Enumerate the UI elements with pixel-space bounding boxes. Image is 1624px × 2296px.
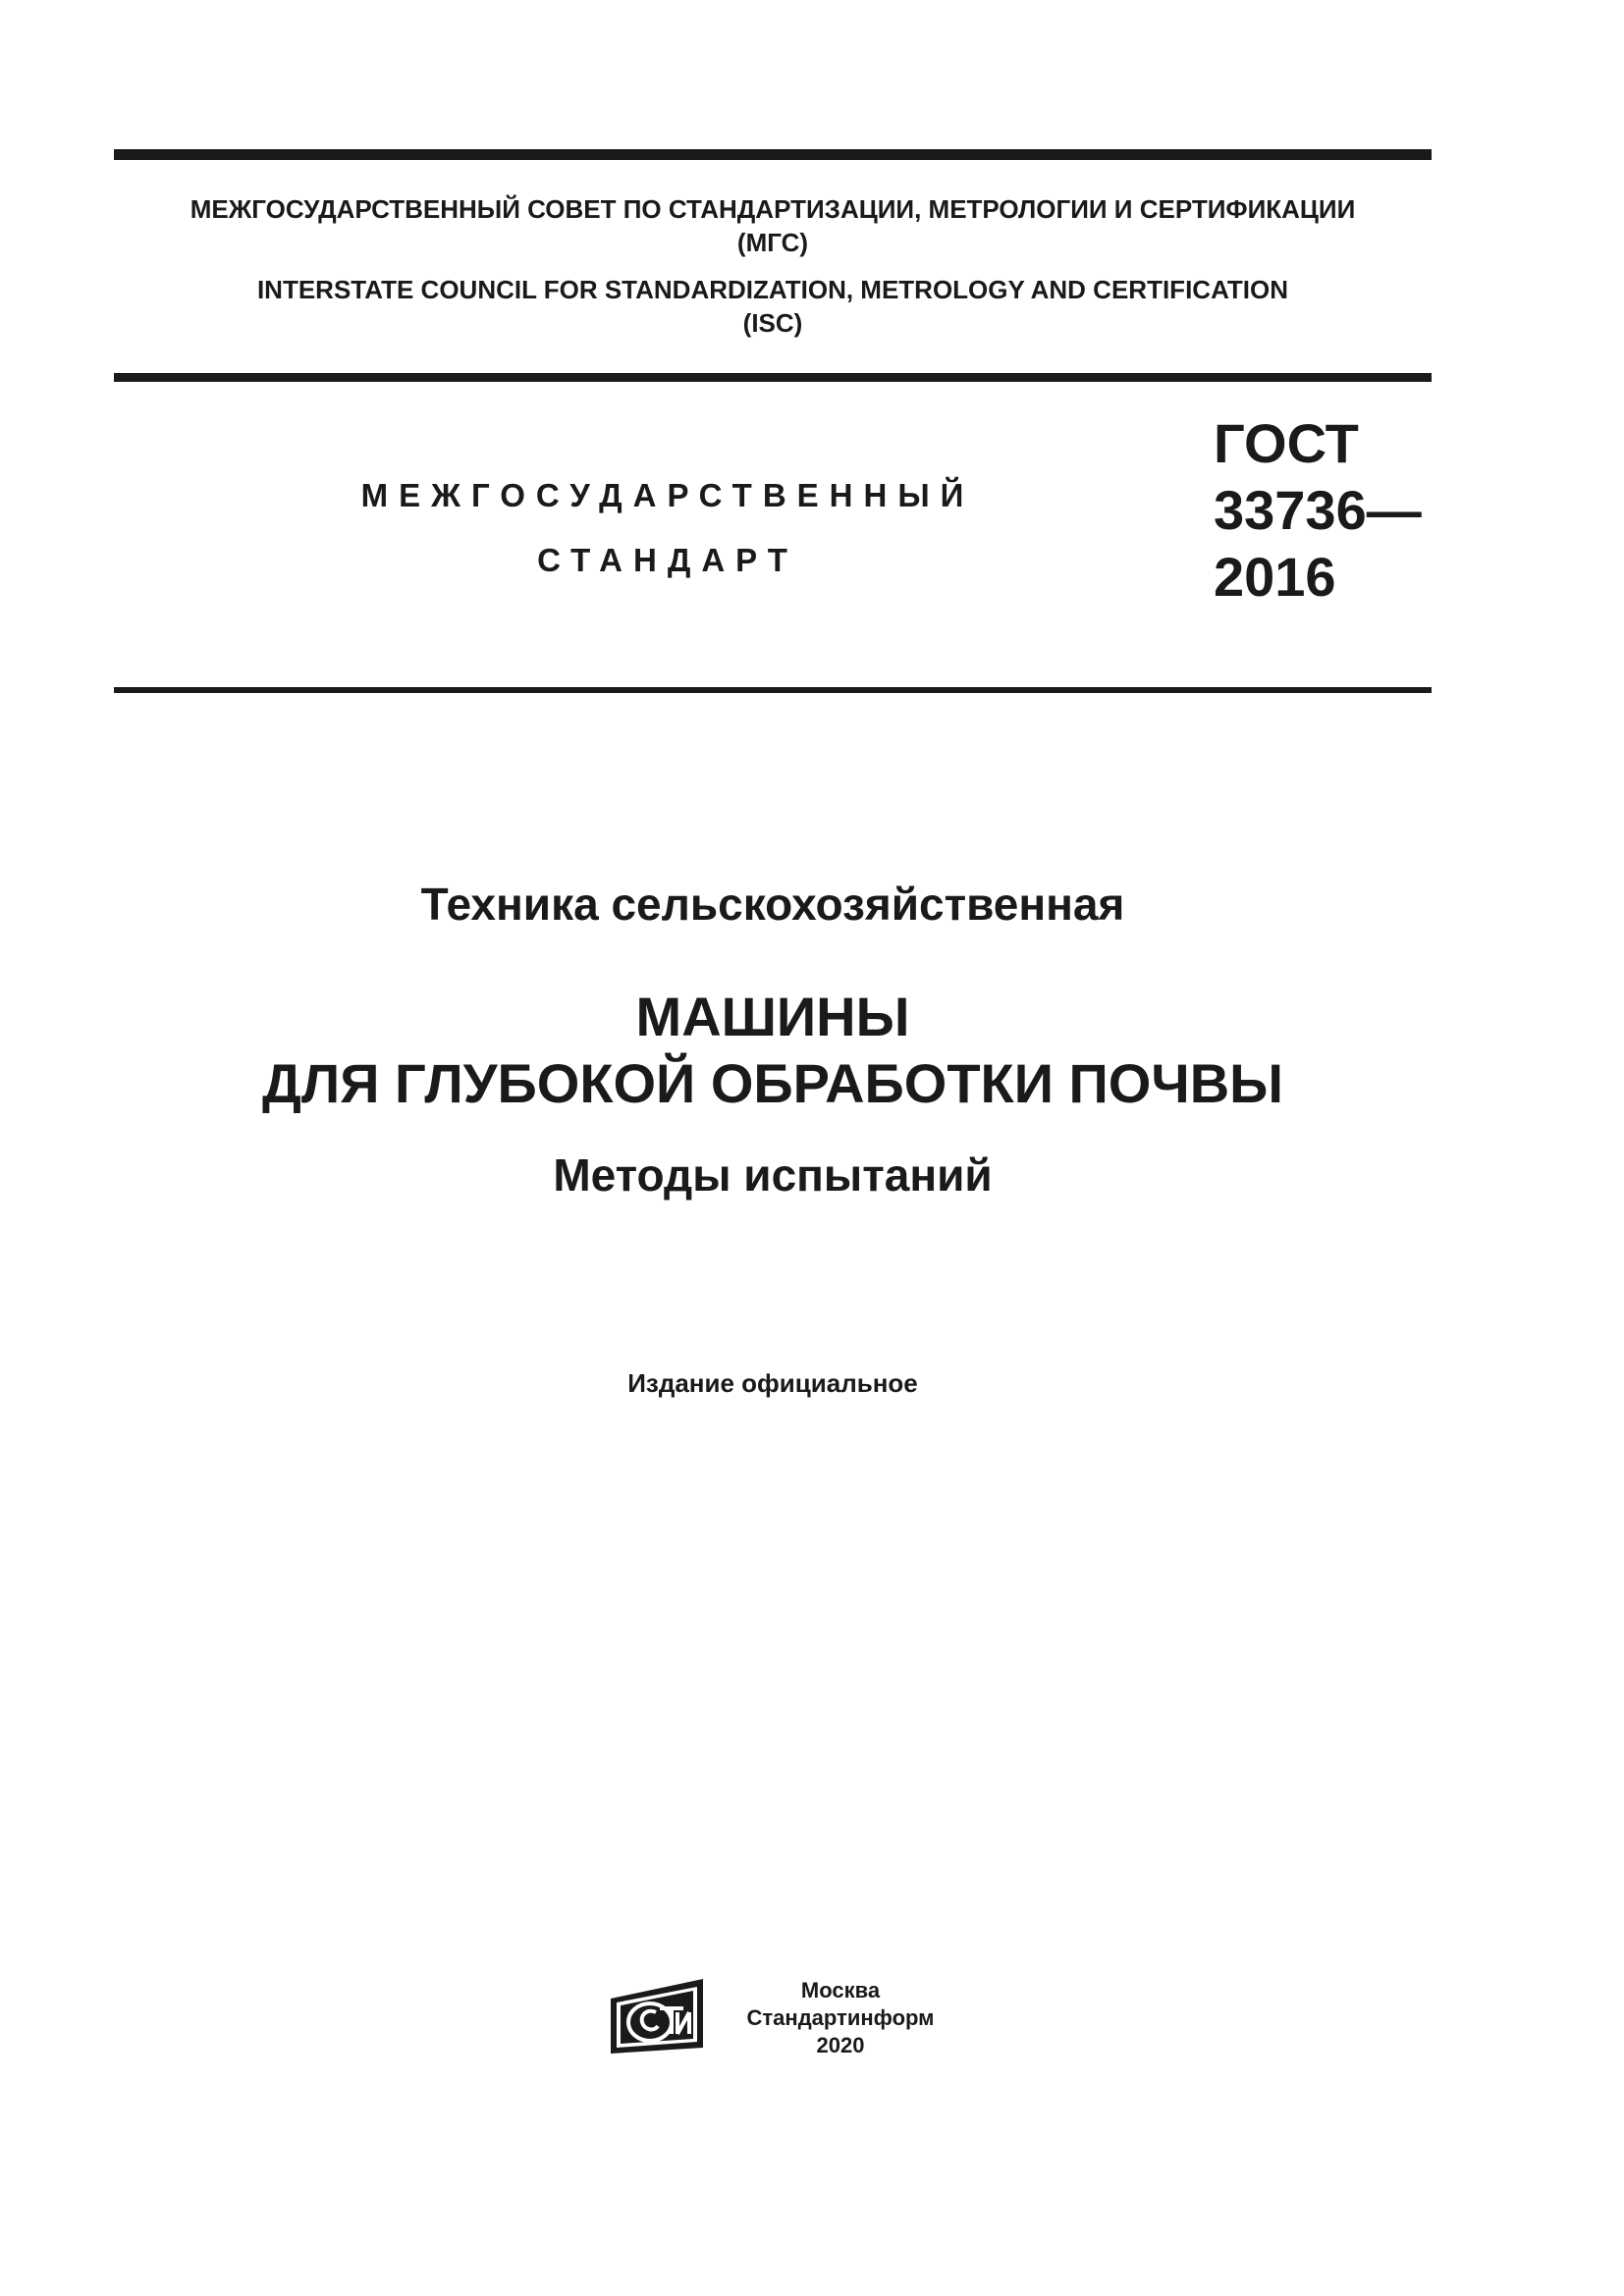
standard-designation [1214, 410, 1422, 611]
document-title-line2: ДЛЯ ГЛУБОКОЙ ОБРАБОТКИ ПОЧВЫ [262, 1052, 1283, 1114]
standard-kind-line2: СТАНДАРТ [537, 542, 798, 578]
standartinform-logo-icon [609, 1977, 709, 2056]
document-title-line1: МАШИНЫ [635, 986, 910, 1047]
council-bottom-rule [114, 373, 1432, 382]
council-name-en: INTERSTATE COUNCIL FOR STANDARDIZATION, METROLOGY AND CERTIFICATION [256, 275, 1289, 304]
council-block [114, 192, 1432, 340]
designation-prefix: ГОСТ [1214, 412, 1359, 474]
publisher-block [723, 1977, 958, 2059]
document-subject: Техника сельскохозяйственная [420, 879, 1125, 930]
designation-year: 2016 [1214, 546, 1336, 608]
document-subtitle: Методы испытаний [553, 1149, 993, 1201]
publisher-name: Стандартинформ [746, 2005, 935, 2030]
publisher-year: 2020 [816, 2033, 865, 2057]
top-rule [114, 149, 1432, 160]
header-bottom-rule [114, 687, 1432, 693]
designation-number: 33736— [1214, 479, 1422, 541]
council-name-ru: МЕЖГОСУДАРСТВЕННЫЙ СОВЕТ ПО СТАНДАРТИЗАЦИИ, МЕТРОЛОГИИ И СЕРТИФИКАЦИИ [189, 194, 1356, 224]
standard-kind [295, 463, 1041, 593]
document-title [114, 984, 1432, 1117]
council-abbr-en: (ISC) [742, 308, 803, 338]
council-abbr-ru: (МГС) [736, 228, 809, 257]
publisher-city: Москва [800, 1978, 881, 2002]
edition-note: Издание официальное [627, 1368, 918, 1398]
standard-kind-line1: МЕЖГОСУДАРСТВЕННЫЙ [360, 477, 975, 513]
